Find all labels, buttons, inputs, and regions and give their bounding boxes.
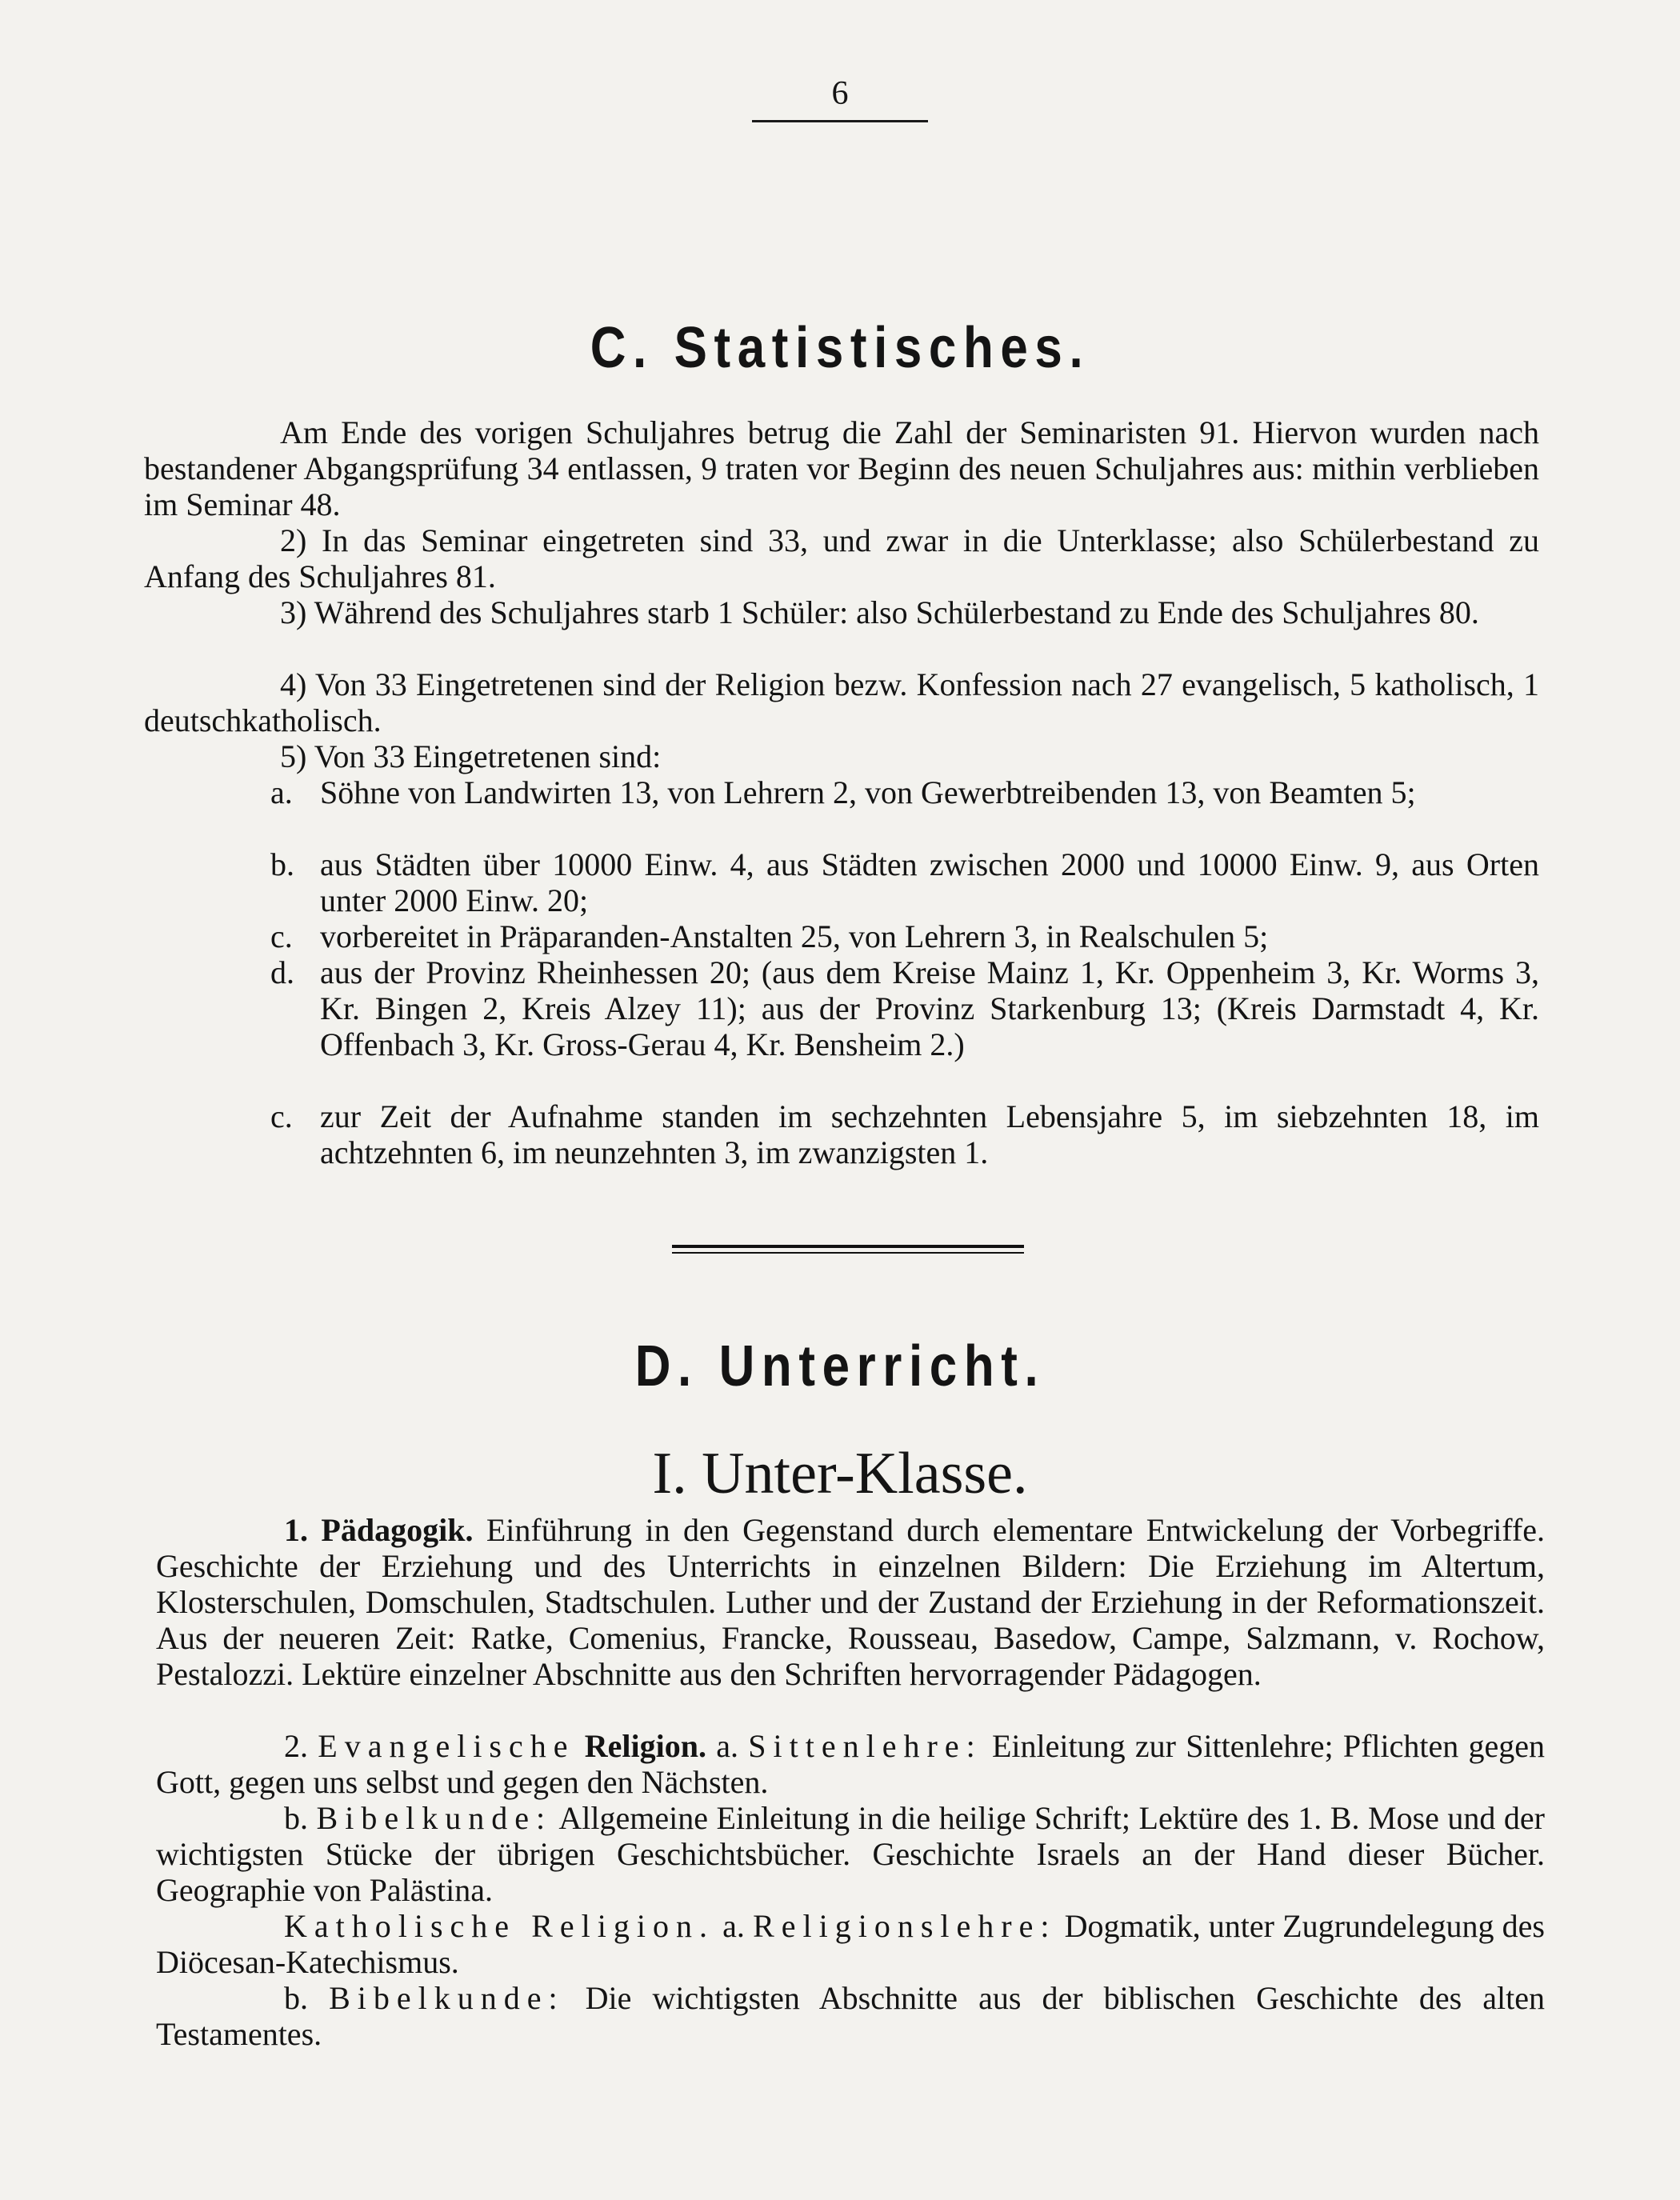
stat-paragraph-5: 5) Von 33 Eingetretenen sind: (280, 738, 662, 774)
paedagogik-paragraph: 1. Pädagogik. Einführung in den Gegenstand durch elementare Entwickelung der Vorbegriffe. Geschichte der Erziehung und des Unterrichts in einzelnen Bildern: Die Erziehung im Altertum, Klosterschulen, Domschulen, Stadtschulen. Luther und der Zustand der Erziehung in der Reformationszeit. Aus der neueren Zeit: Ratke, Comenius, Francke, Rousseau, Basedow, Campe, Salzmann, v. Rochow, Pestalozzi. Lektüre einzelner Abschnitte aus den Schriften hervorragender Pädagogen. (156, 1512, 1545, 1692)
section-c-heading: C. Statistisches. (590, 316, 1090, 380)
stat-item-d: d. aus der Provinz Rheinhessen 20; (aus dem Kreise Mainz 1, Kr. Oppenheim 3, Kr. Worms 3, Kr. Bingen 2, Kreis Alzey 11); aus der Provinz Starkenburg 13; (Kreis Darmstadt 4, Kr. Offenbach 3, Kr. Gross-Gerau 4, Kr. Bensheim 2.) (270, 954, 1539, 1062)
kath-religion-paragraph-b: b. Bibelkunde: Die wichtigsten Abschnitte aus der biblischen Geschichte des alten Testamentes. (156, 1980, 1546, 2052)
ev-religion-paragraph-a: 2. Evangelische Religion. a. Sittenlehre: Einleitung zur Sittenlehre; Pflichten gegen Gott, gegen uns selbst und gegen den Nächsten. (156, 1728, 1546, 1800)
stat-item-a: a. Söhne von Landwirten 13, von Lehrern 2, von Gewerbtreibenden 13, von Beamten 5; (270, 774, 1416, 810)
section-d-subheading: I. Unter-Klasse. (652, 1441, 1028, 1506)
stat-paragraph-1: Am Ende des vorigen Schuljahres betrug die Zahl der Seminaristen 91. Hiervon wurden nach bestandener Abgangsprüfung 34 entlassen, 9 traten vor Beginn des neuen Schuljahres aus: mithin verblieben im Seminar 48. (144, 414, 1539, 522)
stat-paragraph-4: 4) Von 33 Eingetretenen sind der Religion bezw. Konfession nach 27 evangelisch, 5 katholisch, 1 deutschkatholisch. (144, 666, 1539, 738)
kath-religion-paragraph-a: Katholische Religion. a. Religionslehre: Dogmatik, unter Zugrundelegung des Diöcesan-Katechismus. (156, 1908, 1545, 1980)
stat-item-e: c. zur Zeit der Aufnahme standen im sechzehnten Lebensjahre 5, im siebzehnten 18, im achtzehnten 6, im neunzehnten 3, im zwanzigsten 1. (270, 1098, 1539, 1170)
stat-item-c: c. vorbereitet in Präparanden-Anstalten 25, von Lehrern 3, in Realschulen 5; (270, 918, 1269, 954)
ev-religion-paragraph-b: b. Bibelkunde: Allgemeine Einleitung in die heilige Schrift; Lektüre des 1. B. Mose und der wichtigsten Stücke der übrigen Geschichtsbücher. Geschichte Israels an der Hand dieser Bücher. Geographie von Palästina. (156, 1800, 1546, 1908)
section-divider-thin (672, 1252, 1024, 1254)
section-d-heading: D. Unterricht. (634, 1334, 1046, 1398)
page-number: 6 (831, 75, 849, 112)
page-number-rule (752, 120, 928, 122)
section-divider (672, 1245, 1024, 1248)
stat-paragraph-3: 3) Während des Schuljahres starb 1 Schüler: also Schülerbestand zu Ende des Schuljahres 80. (280, 594, 1479, 630)
stat-paragraph-2: 2) In das Seminar eingetreten sind 33, und zwar in die Unterklasse; also Schülerbestand zu Anfang des Schuljahres 81. (144, 522, 1539, 594)
stat-item-b: b. aus Städten über 10000 Einw. 4, aus Städten zwischen 2000 und 10000 Einw. 9, aus Orten unter 2000 Einw. 20; (270, 846, 1539, 918)
